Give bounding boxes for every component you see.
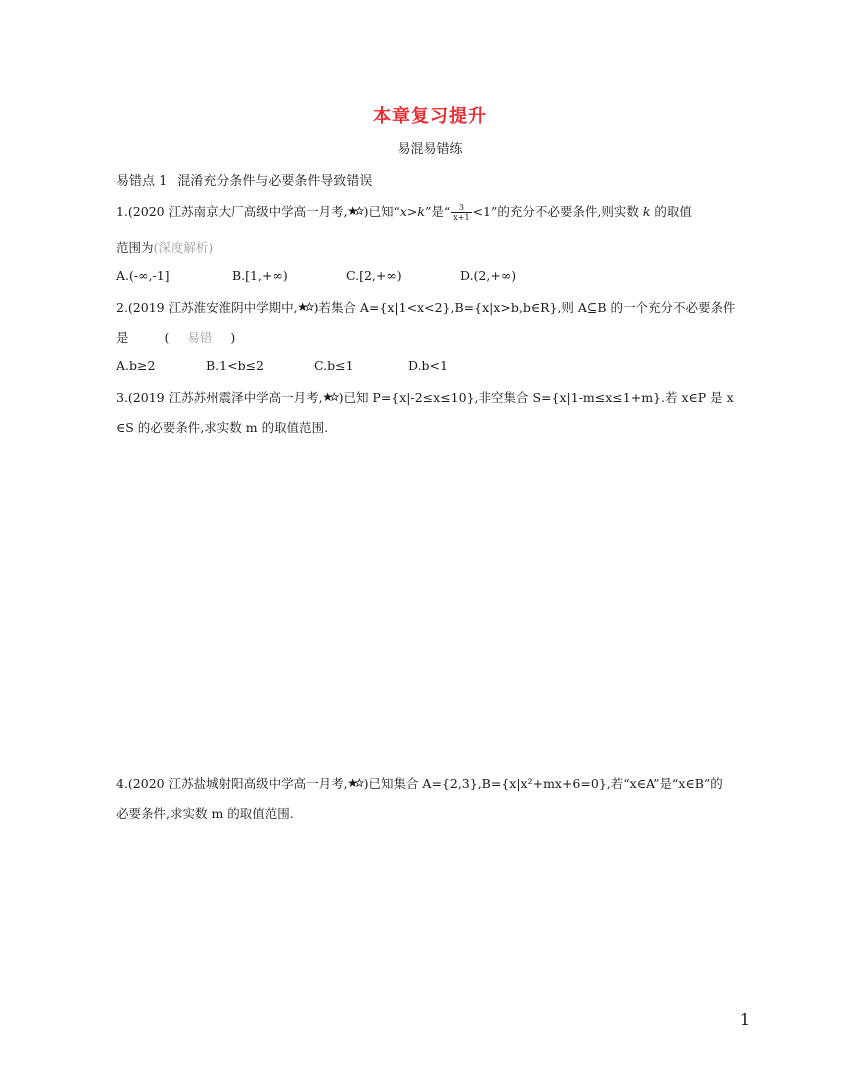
q1-condition: x>k xyxy=(399,204,425,219)
q1-after-star: )已知“ xyxy=(363,204,400,219)
question-3-line-1 xyxy=(116,388,734,406)
section-subtitle: 易混易错练 xyxy=(397,142,463,157)
q2-bracket-open: ( xyxy=(164,330,170,345)
question-4-line-1 xyxy=(116,774,723,792)
q1-prefix: 1.(2020 江苏南京大厂高级中学高一月考, xyxy=(116,204,348,219)
q1-fraction-numerator: 3 xyxy=(451,203,471,213)
error-point-text: 混淆充分条件与必要条件导致错误 xyxy=(177,174,373,189)
q1-k: k xyxy=(642,204,651,219)
question-2-line-2 xyxy=(116,328,235,346)
difficulty-star-icon xyxy=(348,205,364,217)
q2-line-2: 是 xyxy=(116,330,129,345)
q1-tail: 的取值 xyxy=(654,204,692,219)
q1-option-c: C.[2,+∞) xyxy=(346,268,402,283)
q1-after-fraction: <1”的充分不必要条件,则实数 xyxy=(472,204,639,219)
q3-body: )已知 P={x|-2≤x≤10},非空集合 S={x|1-m≤x≤1+m}.若 x∈P 是 x xyxy=(338,390,734,405)
question-1-line-2 xyxy=(116,238,213,256)
difficulty-star-icon xyxy=(298,301,314,313)
question-3-line-2: ∈S 的必要条件,求实数 m 的取值范围. xyxy=(116,420,329,435)
q1-mid: ”是“ xyxy=(424,204,451,219)
q3-prefix: 3.(2019 江苏苏州震泽中学高一月考, xyxy=(116,390,323,405)
question-4-line-2: 必要条件,求实数 m 的取值范围. xyxy=(116,806,294,821)
q2-option-c: C.b≤1 xyxy=(314,358,354,373)
page-number: 1 xyxy=(739,1010,750,1029)
difficulty-star-icon xyxy=(348,777,364,789)
q1-option-d: D.(2,+∞) xyxy=(460,268,517,283)
q2-option-d: D.b<1 xyxy=(408,358,448,373)
q1-line-2: 范围为 xyxy=(116,240,154,255)
q2-prefix: 2.(2019 江苏淮安淮阴中学期中, xyxy=(116,300,298,315)
q2-bracket-close: ) xyxy=(230,330,236,345)
q2-hint: 易错 xyxy=(187,330,213,345)
q1-fraction xyxy=(451,203,471,222)
q2-body: )若集合 A={x|1<x<2},B={x|x>b,b∈R},则 A⊆B 的一个充分不必要条件 xyxy=(313,300,736,315)
error-point-heading xyxy=(116,170,382,189)
q1-option-b: B.[1,+∞) xyxy=(232,268,288,283)
question-2-line-1 xyxy=(116,298,736,316)
page-title: 本章复习提升 xyxy=(373,106,487,127)
q4-body: )已知集合 A={2,3},B={x|x²+mx+6=0},若“x∈A”是“x∈B”的 xyxy=(363,776,723,791)
q1-fraction-denominator: x+1 xyxy=(453,213,470,222)
q2-option-b: B.1<b≤2 xyxy=(206,358,265,373)
q1-option-a: A.(-∞,-1] xyxy=(116,268,170,283)
question-1-line-1 xyxy=(116,202,692,222)
q4-prefix: 4.(2020 江苏盐城射阳高级中学高一月考, xyxy=(116,776,348,791)
q2-option-a: A.b≥2 xyxy=(116,358,156,373)
difficulty-star-icon xyxy=(323,391,339,403)
q1-hint: (深度解析) xyxy=(153,240,214,255)
error-point-label: 易错点 1 xyxy=(116,174,168,189)
